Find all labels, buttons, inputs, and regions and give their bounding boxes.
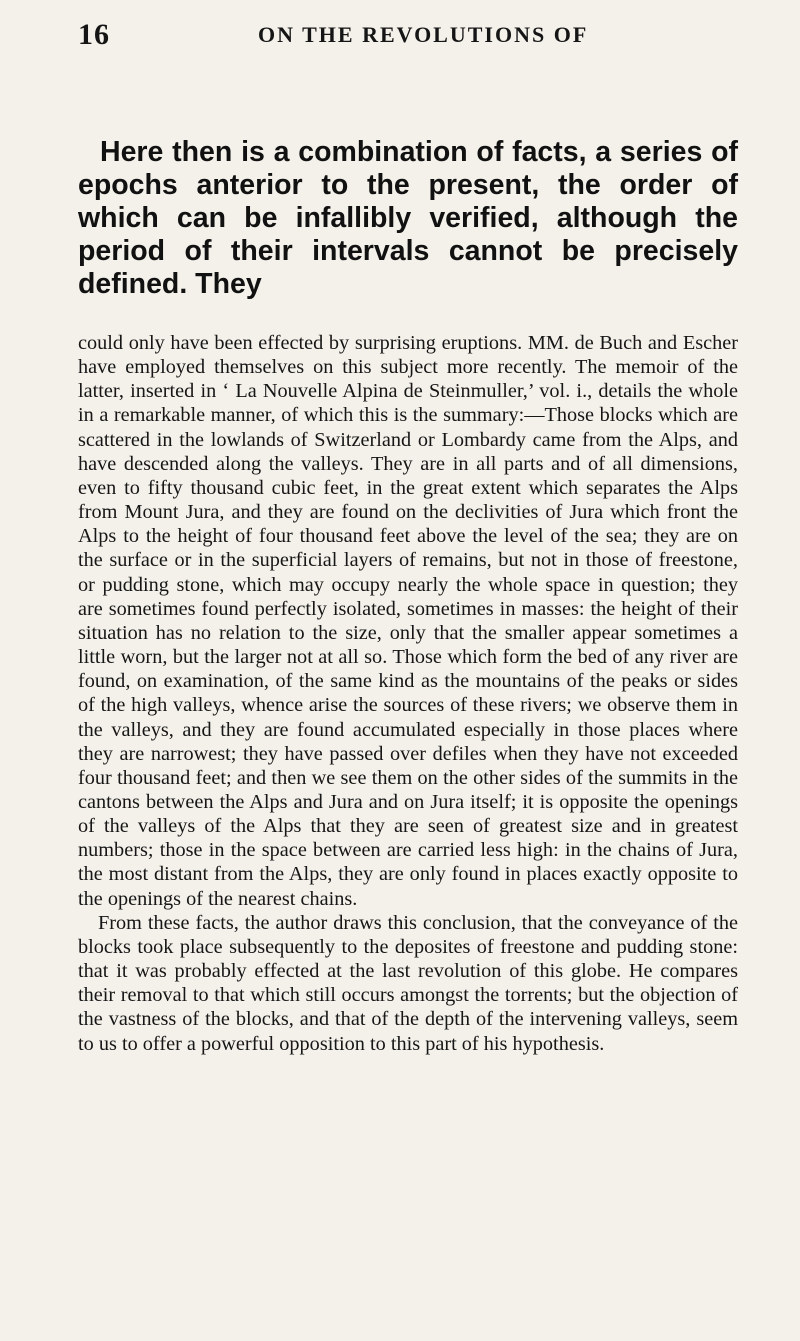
page-number: 16 bbox=[78, 18, 110, 51]
body-text bbox=[78, 331, 738, 1056]
running-title: ON THE REVOLUTIONS OF bbox=[258, 22, 589, 47]
lead-paragraph: Here then is a combination of facts, a series of epochs anterior to the present, the order of which can be infallibly verified, although the period of their intervals cannot be precisely defined. They bbox=[78, 136, 738, 300]
running-header bbox=[78, 0, 738, 70]
body-paragraph: From these facts, the author draws this conclusion, that the conveyance of the blocks took place subsequently to the deposites of freestone and pudding stone: that it was probably effected at the last revolution of this globe. He compares their removal to that which still occurs amongst the torrents; but the objection of the vastness of the blocks, and that of the depth of the intervening valleys, seem to us to offer a powerful opposition to this part of his hypothesis. bbox=[78, 911, 738, 1055]
body-paragraph-continued: could only have been effected by surprising eruptions. MM. de Buch and Escher have employed themselves on this subject more recently. The memoir of the latter, inserted in ‘ La Nouvelle Alpina de Steinmuller,’ vol. i., details the whole in a remarkable manner, of which this is the summary:—Those blocks which are scattered in the lowlands of Switzerland or Lombardy came from the Alps, and have descended along the valleys. They are in all parts and of all dimensions, even to fifty thousand cubic feet, in the great extent which separates the Alps from Mount Jura, and they are found on the declivities of Jura which front the Alps to the height of four thousand feet above the level of the sea; they are on the surface or in the superficial layers of remains, but not in those of freestone, or pudding stone, which may occupy nearly the whole space in question; they are sometimes found perfectly isolated, sometimes in masses: the height of their situation has no relation to the size, only that the smaller appear sometimes a little worn, but the larger not at all so. Those which form the bed of any river are found, on examination, of the same kind as the mountains of the peaks or sides of the high valleys, whence arise the sources of these rivers; we observe them in the valleys, and they are found accumulated especially in those places where they are narrowest; they have passed over defiles when they have not exceeded four thousand feet; and then we see them on the other sides of the summits in the cantons between the Alps and Jura and on Jura itself; it is opposite the openings of the valleys of the Alps that they are seen of greatest size and in greatest numbers; those in the space between are carried less high: in the chains of Jura, the most distant from the Alps, they are only found in places exactly opposite to the openings of the nearest chains. bbox=[78, 332, 738, 910]
